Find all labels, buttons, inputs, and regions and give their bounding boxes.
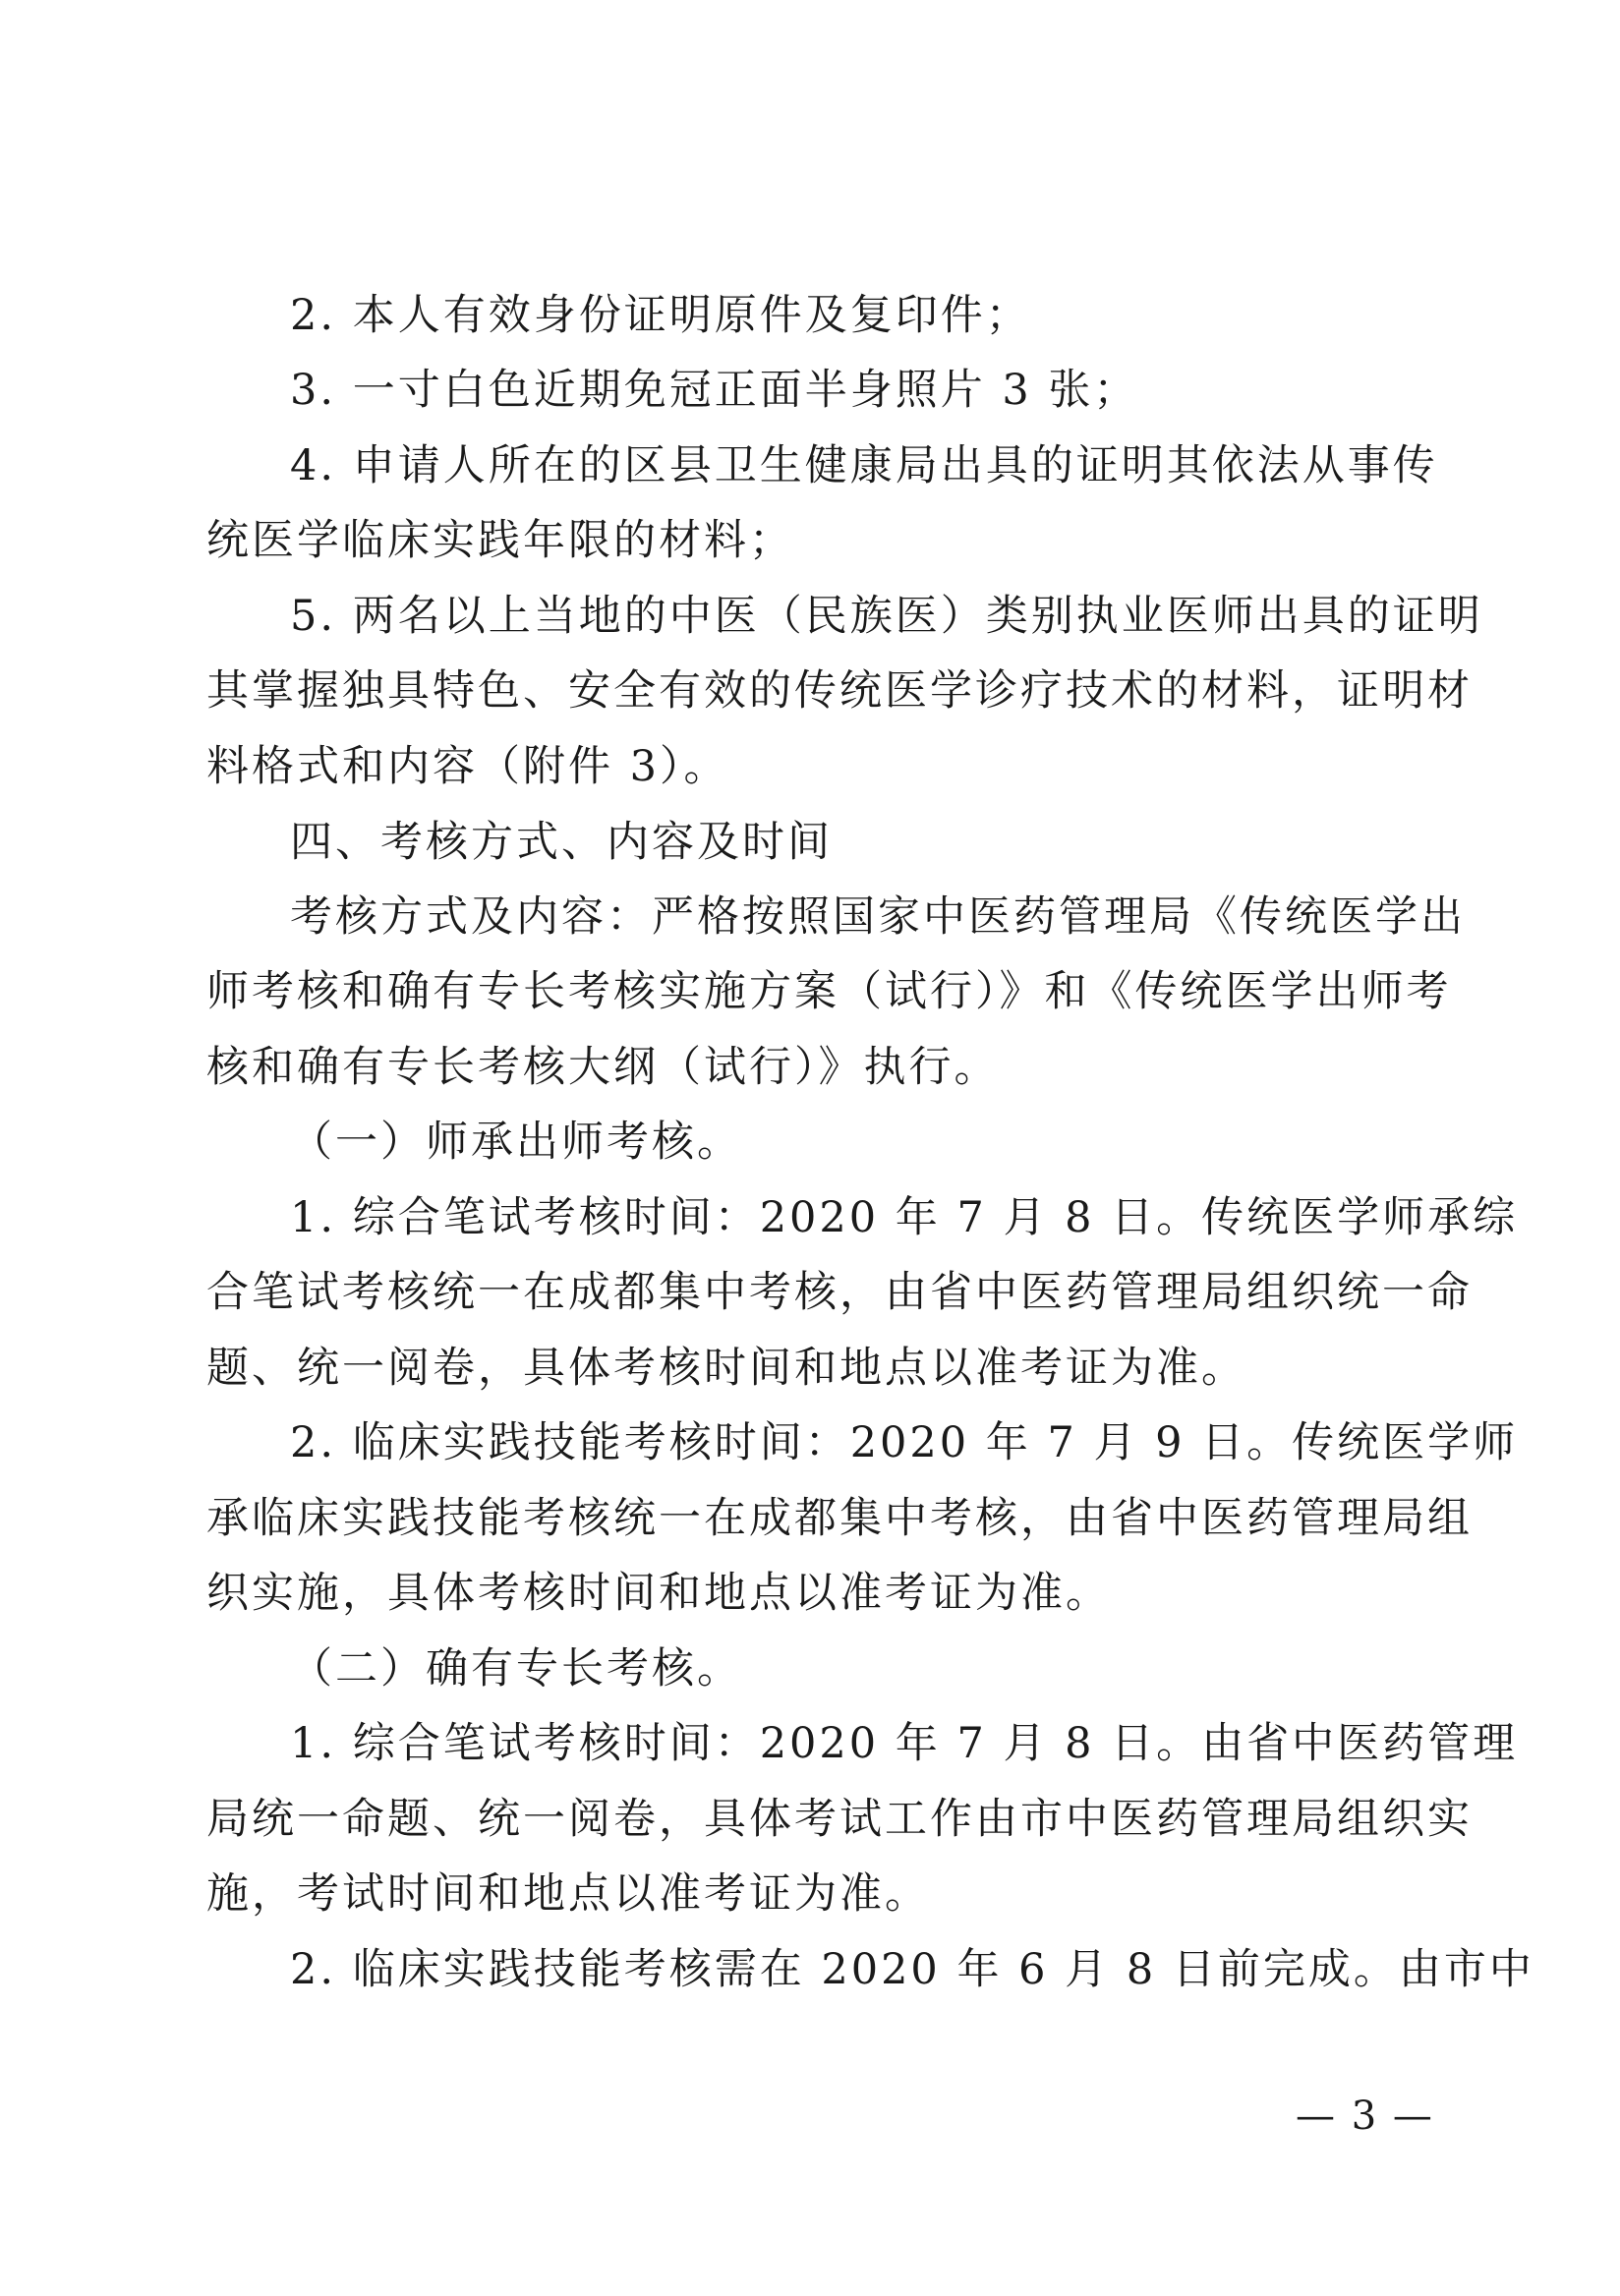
text-line: 2. 临床实践技能考核时间：2020 年 7 月 9 日。传统医学师 (290, 1418, 1519, 1467)
subsection-heading: （二）确有专长考核。 (290, 1644, 742, 1693)
section-heading: 四、考核方式、内容及时间 (290, 818, 833, 867)
text-line: 1. 综合笔试考核时间：2020 年 7 月 8 日。传统医学师承综 (290, 1193, 1519, 1242)
text-line: 其掌握独具特色、安全有效的传统医学诊疗技术的材料，证明材 (206, 666, 1473, 716)
text-line: 题、统一阅卷，具体考核时间和地点以准考证为准。 (206, 1344, 1246, 1393)
text-line: 核和确有专长考核大纲（试行）》执行。 (206, 1043, 1000, 1092)
text-line: 师考核和确有专长考核实施方案（试行）》和《传统医学出师考 (206, 967, 1452, 1016)
text-line: 施，考试时间和地点以准考证为准。 (206, 1869, 930, 1919)
text-line: 2. 本人有效身份证明原件及复印件； (290, 291, 1031, 340)
text-line: 承临床实践技能考核统一在成都集中考核，由省中医药管理局组 (206, 1494, 1473, 1543)
subsection-heading: （一）师承出师考核。 (290, 1118, 742, 1167)
text-line: 5. 两名以上当地的中医（民族医）类别执业医师出具的证明 (290, 592, 1483, 641)
page-number: — 3 — (1296, 2094, 1434, 2139)
text-line: 4. 申请人所在的区县卫生健康局出具的证明其依法从事传 (290, 441, 1438, 490)
text-line: 2. 临床实践技能考核需在 2020 年 6 月 8 日前完成。由市中 (290, 1945, 1534, 1994)
text-line: 织实施，具体考核时间和地点以准考证为准。 (206, 1569, 1111, 1618)
text-line: 考核方式及内容：严格按照国家中医药管理局《传统医学出 (290, 892, 1466, 942)
text-line: 1. 综合笔试考核时间：2020 年 7 月 8 日。由省中医药管理 (290, 1719, 1519, 1768)
text-line: 局统一命题、统一阅卷，具体考试工作由市中医药管理局组织实 (206, 1795, 1473, 1844)
text-line: 3. 一寸白色近期免冠正面半身照片 3 张； (290, 366, 1139, 415)
text-line: 合笔试考核统一在成都集中考核，由省中医药管理局组织统一命 (206, 1268, 1473, 1317)
text-line: 统医学临床实践年限的材料； (206, 516, 794, 565)
text-line: 料格式和内容（附件 3）。 (206, 742, 729, 791)
